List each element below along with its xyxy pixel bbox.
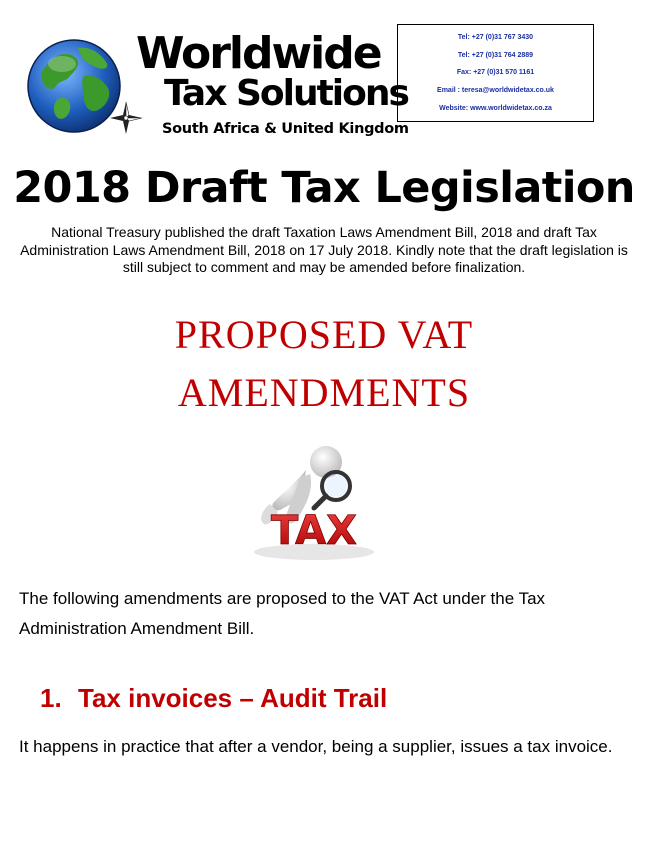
intro-paragraph: National Treasury published the draft Taxation Laws Amendment Bill, 2018 and draft Tax Administration Laws Amendment Bill, 2018 on 17 July 2018. Kindly note that the draft legislation is still subject to comment and may be amended before finalization. — [20, 224, 628, 275]
document-title: 2018 Draft Tax Legislation — [13, 163, 635, 213]
banner-line-1: PROPOSED VAT — [174, 312, 474, 357]
contact-website[interactable]: Website: www.worldwidetax.co.za — [439, 104, 552, 112]
body-paragraph-1: The following amendments are proposed to the VAT Act under the Tax Administration Amendment Bill. — [19, 589, 546, 638]
body-paragraph-2: It happens in practice that after a vendor, being a supplier, issues a tax invoice. — [19, 737, 613, 756]
magnifier-person-icon — [244, 440, 394, 562]
contact-email[interactable]: Email : teresa@worldwidetax.co.uk — [437, 87, 554, 95]
brand-name-line2: Tax Solutions — [164, 73, 408, 114]
contact-tel-2: Tel: +27 (0)31 764 2889 — [457, 51, 534, 59]
banner-line-2: AMENDMENTS — [177, 370, 471, 415]
company-logo — [26, 28, 409, 142]
section-1-number: 1. — [40, 683, 62, 713]
illustration-tax-text: TAX — [271, 508, 357, 554]
section-1-title: Tax invoices – Audit Trail — [78, 683, 388, 713]
compass-rose-icon — [110, 102, 142, 134]
section-1-heading — [40, 680, 387, 716]
brand-name-line1: Worldwide — [136, 28, 381, 79]
brand-tagline: South Africa & United Kingdom — [162, 121, 409, 137]
contact-fax: Fax: +27 (0)31 570 1161 — [456, 69, 535, 77]
banner-heading — [0, 306, 648, 422]
contact-box — [397, 24, 594, 122]
contact-tel-1: Tel: +27 (0)31 767 3430 — [457, 34, 534, 42]
